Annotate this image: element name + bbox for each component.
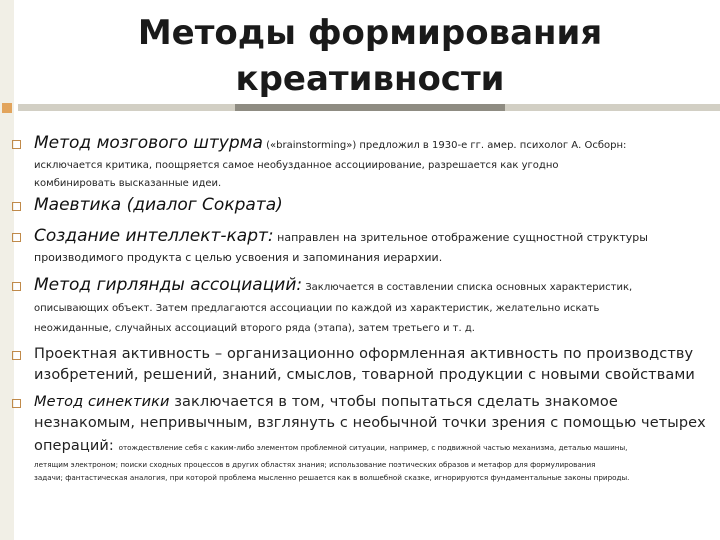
left-decorative-band — [0, 0, 14, 540]
page-title — [70, 10, 670, 102]
item-heading: Маевтика (диалог Сократа) — [34, 195, 283, 215]
title-rule-square — [2, 103, 12, 113]
item-text: производимого продукта с целью усвоения и запоминания иерархии. — [34, 251, 443, 264]
title-line-2: креативности — [235, 59, 505, 99]
item-text: операций: — [34, 438, 119, 454]
item-text: («brainstorming») предложил в 1930-е гг. амер. психолог А. Осборн: — [262, 140, 627, 151]
title-divider-accent — [235, 104, 505, 111]
item-text: незнакомым, непривычным, взглянуть с необычной точки зрения с помощью четырех — [34, 415, 706, 431]
list-item-association-garland — [34, 274, 716, 339]
item-heading: Проектная активность — [34, 346, 211, 362]
bullet-icon — [12, 233, 21, 242]
item-text: направлен на зрительное отображение сущностной структуры — [273, 231, 648, 244]
item-text: Заключается в составлении списка основных характеристик, — [302, 282, 633, 293]
item-text: задачи; фантастическая аналогия, при которой проблема мысленно решается как в волшебной сказке, игнорируются фундаментальные законы природы. — [34, 473, 630, 482]
item-text: неожиданные, случайных ассоциаций второго ряда (этапа), затем третьего и т. д. — [34, 323, 475, 334]
item-heading: Создание интеллект-карт: — [34, 226, 274, 246]
bullet-icon — [12, 202, 21, 211]
item-text: заключается в том, чтобы попытаться сделать знакомое — [169, 394, 618, 410]
list-item-synectics — [34, 392, 716, 484]
title-line-1: Методы формирования — [137, 13, 603, 53]
item-text: – организационно оформленная активность по производству — [210, 346, 694, 362]
bullet-icon — [12, 399, 21, 408]
list-item-project-activity — [34, 344, 716, 386]
list-item-brainstorming — [34, 132, 716, 193]
item-text: комбинировать высказанные идеи. — [34, 178, 222, 189]
item-text: летящим электроном; поиски сходных процессов в других областях знания; использование поэтических образов и метафор для формулирования — [34, 460, 596, 469]
list-item-maieutics — [34, 194, 716, 216]
bullet-icon — [12, 351, 21, 360]
item-text: отождествление себя с каким-либо элементом проблемной ситуации, например, с подвижной частью механизма, деталью машины, — [118, 443, 628, 452]
list-item-mind-maps — [34, 225, 716, 267]
item-text: исключается критика, поощряется самое необузданное ассоциирование, разрешается как угодно — [34, 160, 559, 171]
item-text: описывающих объект. Затем предлагаются ассоциации по каждой из характеристик, желательно искать — [34, 303, 600, 314]
item-heading: Метод синектики — [34, 394, 170, 410]
item-heading: Метод мозгового штурма — [34, 133, 263, 153]
item-text: изобретений, решений, знаний, смыслов, товарной продукции с новыми свойствами — [34, 367, 695, 383]
bullet-icon — [12, 140, 21, 149]
bullet-icon — [12, 282, 21, 291]
item-heading: Метод гирлянды ассоциаций: — [34, 275, 303, 295]
